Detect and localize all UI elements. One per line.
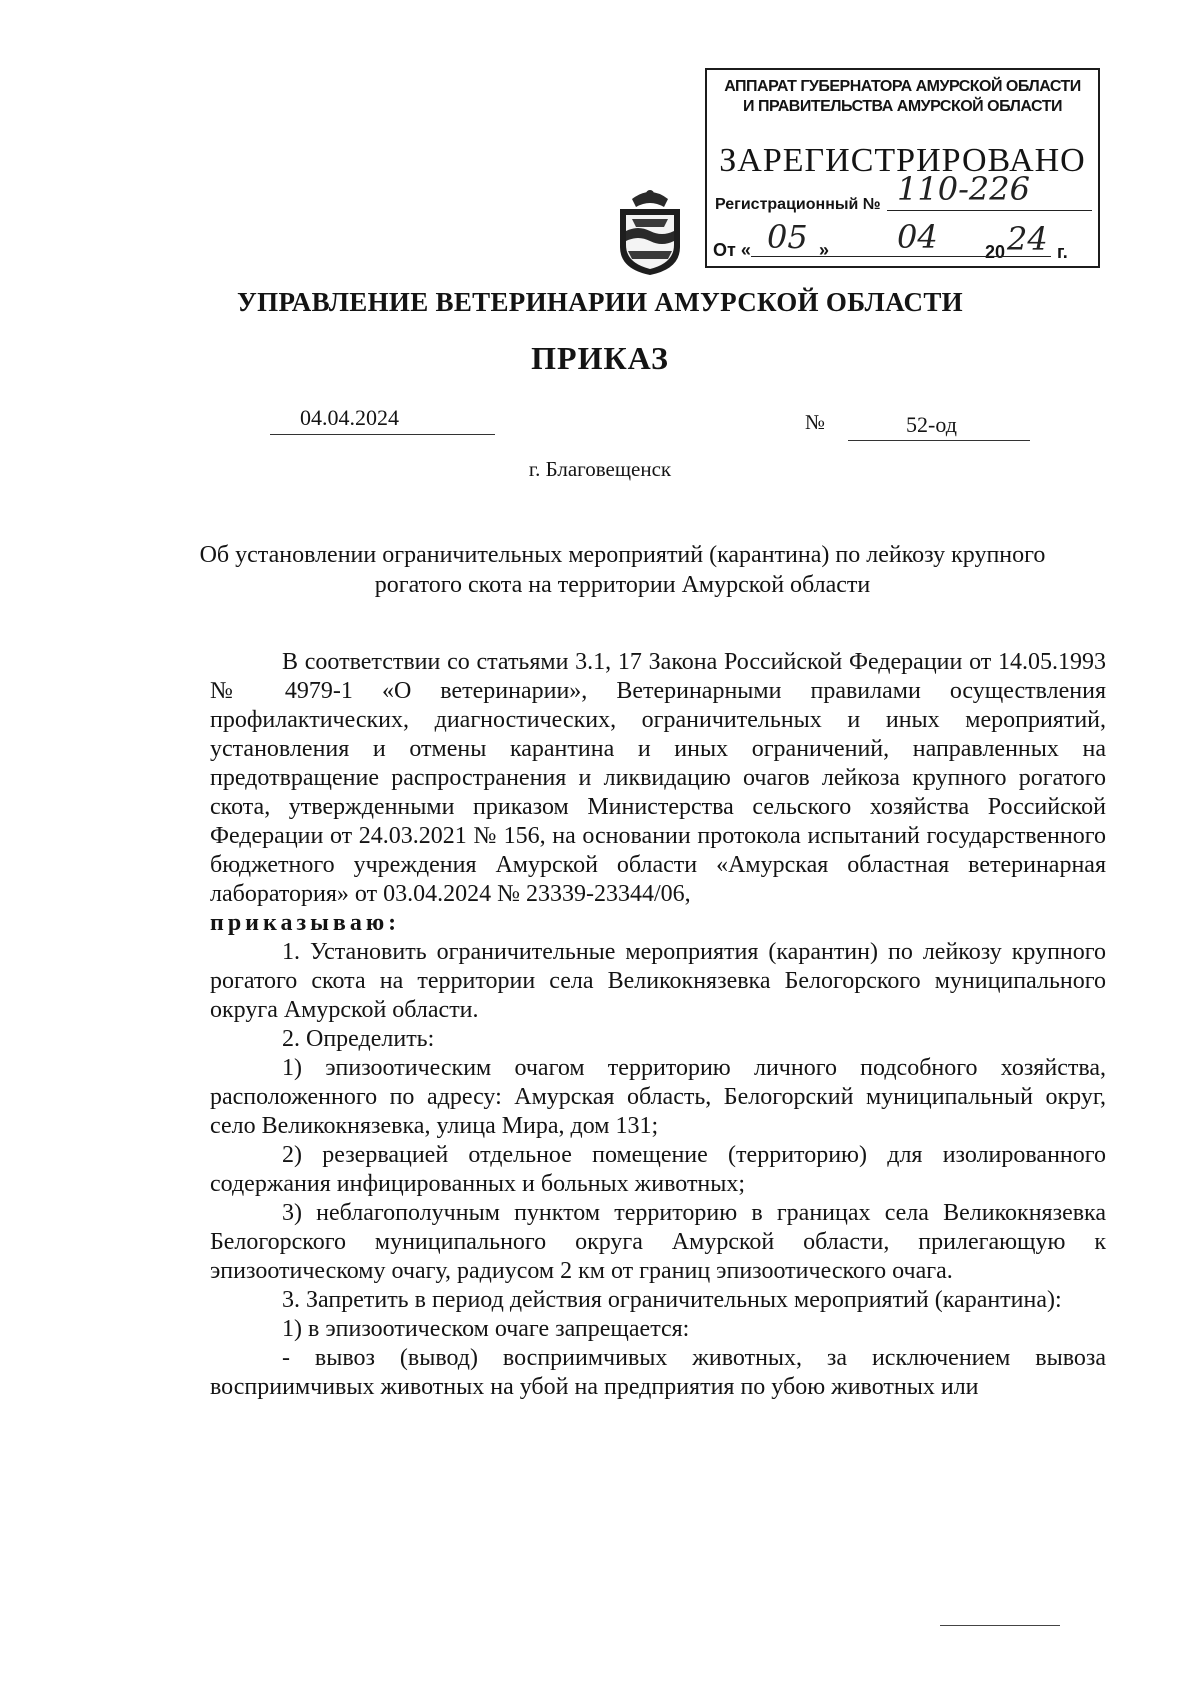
clause-2: 2. Определить: bbox=[282, 1026, 435, 1052]
clause-3-1-a: - вывоз (вывод) восприимчивых животных, за исключением вывоза восприимчивых животных на убой на предприятия по убою животных или bbox=[210, 1345, 1106, 1400]
stamp-reg-number-underline bbox=[887, 210, 1092, 211]
clause-2-2: 2) резервацией отдельное помещение (территорию) для изолированного содержания инфицированных и больных животных; bbox=[210, 1142, 1106, 1197]
order-subject: Об установлении ограничительных мероприятий (карантина) по лейкозу крупного рогатого скота на территории Амурской области bbox=[199, 542, 1046, 598]
stamp-date-underline bbox=[751, 256, 1051, 257]
stamp-date-year: 24 bbox=[1007, 220, 1048, 258]
footer-divider bbox=[940, 1625, 1060, 1626]
registration-stamp bbox=[705, 68, 1100, 268]
order-date: 04.04.2024 bbox=[300, 405, 399, 430]
coat-of-arms-icon bbox=[612, 185, 688, 277]
order-number-label: № bbox=[805, 410, 826, 434]
clause-3-1: 1) в эпизоотическом очаге запрещается: bbox=[282, 1316, 690, 1342]
city: г. Благовещенск bbox=[528, 457, 672, 481]
stamp-reg-number-label: Регистрационный № bbox=[715, 196, 881, 213]
stamp-reg-number: 110-226 bbox=[897, 170, 1030, 208]
order-number-underline bbox=[848, 440, 1030, 441]
stamp-org-line-1: АППАРАТ ГУБЕРНАТОРА АМУРСКОЙ ОБЛАСТИ bbox=[724, 78, 1081, 95]
clause-2-3: 3) неблагополучным пунктом территорию в границах села Великокнязевка Белогорского муниципального округа Амурской области, прилегающую к эпизоотическому очагу, радиусом 2 км от границ эпизоотического очага. bbox=[210, 1200, 1106, 1284]
stamp-date-year-prefix: 20 bbox=[985, 242, 1006, 262]
preamble-paragraph: В соответствии со статьями 3.1, 17 Закона Российской Федерации от 14.05.1993 № 4979-1 «О ветеринарии», Ветеринарными правилами осуществления профилактических, диагностических, ограничительных и иных мероприятий, установления и отмены карантина и иных ограничений, направленных на предотвращение распространения и ликвидацию очагов лейкоза крупного рогатого скота, утвержденными приказом Министерства сельского хозяйства Российской Федерации от 24.03.2021 № 156, на основании протокола испытаний государственного бюджетного учреждения Амурской области «Амурская областная ветеринарная лаборатория» от 03.04.2024 № 23339-23344/06, bbox=[210, 649, 1106, 907]
clause-1: 1. Установить ограничительные мероприятия (карантин) по лейкозу крупного рогатого скота на территории села Великокнязевка Белогорского муниципального округа Амурской области. bbox=[210, 939, 1106, 1023]
clause-3: 3. Запретить в период действия ограничительных мероприятий (карантина): bbox=[282, 1287, 1062, 1313]
stamp-registered: ЗАРЕГИСТРИРОВАНО bbox=[719, 142, 1086, 179]
stamp-date-day: 05 bbox=[767, 218, 808, 256]
department-name: УПРАВЛЕНИЕ ВЕТЕРИНАРИИ АМУРСКОЙ ОБЛАСТИ bbox=[237, 287, 963, 317]
stamp-date-suffix: г. bbox=[1057, 242, 1068, 262]
document-type-title: ПРИКАЗ bbox=[531, 340, 669, 376]
stamp-date-month: 04 bbox=[897, 218, 938, 256]
command-word: приказываю: bbox=[210, 910, 401, 936]
clause-2-1: 1) эпизоотическим очагом территорию личного подсобного хозяйства, расположенного по адресу: Амурская область, Белогорский муниципальный округ, село Великокнязевка, улица Мира, дом 131; bbox=[210, 1055, 1106, 1139]
order-number: 52-од bbox=[906, 412, 957, 437]
order-body bbox=[210, 648, 1106, 1402]
order-date-underline bbox=[270, 434, 495, 435]
stamp-date-quote: » bbox=[819, 240, 830, 260]
stamp-date-prefix: От « bbox=[713, 240, 751, 260]
stamp-org-line-2: И ПРАВИТЕЛЬСТВА АМУРСКОЙ ОБЛАСТИ bbox=[743, 98, 1062, 115]
